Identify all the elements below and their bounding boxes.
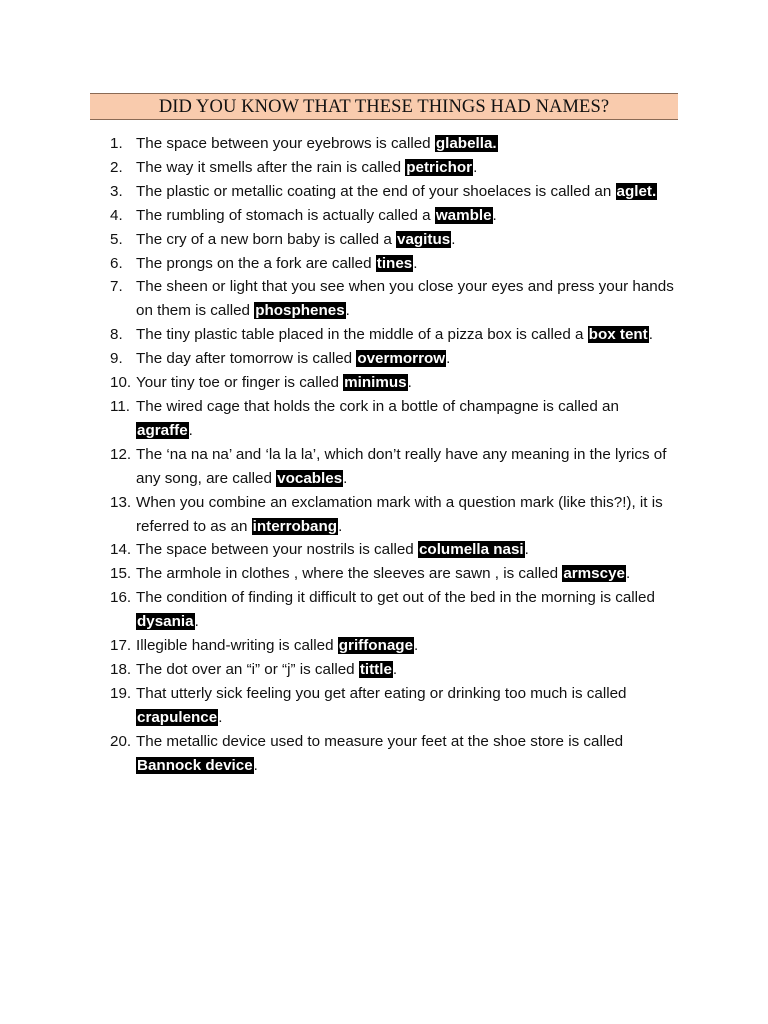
list-item	[110, 228, 680, 252]
item-number: 18.	[110, 660, 132, 678]
item-number: 7.	[110, 278, 123, 296]
item-trailing-text: .	[648, 326, 653, 344]
list-item	[110, 682, 680, 730]
item-number: 12.	[110, 445, 132, 463]
highlighted-term: wamble	[435, 206, 492, 224]
highlighted-term: armscye	[563, 565, 625, 583]
item-text: The sheen or light that you see when you close your eyes and press your hands on them is called	[136, 278, 674, 320]
item-text: The prongs on the a fork are called	[136, 254, 376, 272]
highlighted-term: overmorrow	[357, 350, 446, 368]
highlighted-term: interrobang	[252, 517, 338, 535]
item-number: 19.	[110, 684, 132, 702]
highlighted-term: phosphenes	[255, 302, 345, 320]
item-number: 10.	[110, 374, 132, 392]
item-text: The tiny plastic table placed in the middle of a pizza box is called a	[136, 326, 588, 344]
item-trailing-text: .	[392, 660, 398, 678]
item-number: 14.	[110, 541, 132, 559]
item-trailing-text: .	[194, 613, 199, 631]
list-item	[110, 371, 680, 395]
item-text: That utterly sick feeling you get after eating or drinking too much is called	[136, 684, 627, 702]
highlighted-term: vocables	[277, 469, 343, 487]
list-item	[110, 156, 680, 180]
highlighted-term: Bannock device	[137, 756, 253, 774]
highlighted-term: minimus	[344, 374, 407, 392]
item-trailing-text: .	[492, 206, 497, 224]
item-text: The metallic device used to measure your feet at the shoe store is called	[136, 732, 624, 750]
item-text: The rumbling of stomach is actually called a	[136, 206, 435, 224]
item-number: 4.	[110, 206, 123, 224]
list-item	[110, 491, 680, 539]
list-item	[110, 323, 680, 347]
item-trailing-text: .	[343, 469, 348, 487]
item-text: The day after tomorrow is called	[136, 350, 357, 368]
item-trailing-text: .	[414, 637, 419, 655]
item-number: 17.	[110, 637, 132, 655]
title-banner	[90, 93, 678, 120]
list-item	[110, 275, 680, 323]
item-text: When you combine an exclamation mark with a question mark (like this?!), it is referred to as an	[136, 493, 663, 535]
highlighted-term: glabella.	[435, 135, 497, 152]
item-trailing-text: .	[253, 756, 258, 774]
item-text: The space between your eyebrows is called	[136, 135, 435, 152]
item-number: 9.	[110, 350, 123, 368]
highlighted-term: agraffe	[137, 421, 188, 439]
facts-list	[110, 132, 680, 777]
item-text: The cry of a new born baby is called a	[136, 230, 397, 248]
item-text: The condition of finding it difficult to get out of the bed in the morning is called	[136, 589, 655, 607]
list-item	[110, 180, 680, 204]
list-item	[110, 586, 680, 634]
item-trailing-text: .	[473, 158, 478, 176]
item-trailing-text: .	[625, 565, 631, 583]
item-text: The ‘na na na’ and ‘la la la’, which don’t really have any meaning in the lyrics of any song, are called	[136, 445, 667, 487]
highlighted-term: aglet.	[616, 182, 657, 200]
list-item	[110, 443, 680, 491]
item-number: 8.	[110, 326, 123, 344]
list-item	[110, 658, 680, 682]
highlighted-term: columella nasi	[418, 541, 524, 559]
highlighted-term: tines	[376, 254, 413, 272]
item-trailing-text: .	[446, 350, 451, 368]
highlighted-term: griffonage	[338, 637, 414, 655]
item-text: Illegible hand-writing is called	[136, 637, 338, 655]
highlighted-term: crapulence	[137, 708, 218, 726]
item-text: Your tiny toe or finger is called	[136, 374, 344, 392]
list-item	[110, 538, 680, 562]
list-item	[110, 395, 680, 443]
item-trailing-text: .	[524, 541, 529, 559]
item-number: 5.	[110, 230, 123, 248]
item-number: 15.	[110, 565, 132, 583]
item-number: 11.	[110, 397, 130, 415]
item-number: 2.	[110, 158, 123, 176]
item-number: 3.	[110, 182, 123, 200]
list-item	[110, 132, 680, 156]
item-number: 1.	[110, 135, 123, 152]
list-item	[110, 204, 680, 228]
highlighted-term: petrichor	[406, 158, 473, 176]
item-trailing-text: .	[413, 254, 418, 272]
item-number: 6.	[110, 254, 123, 272]
item-trailing-text: .	[451, 230, 456, 248]
item-trailing-text: .	[407, 374, 412, 392]
page-title: DID YOU KNOW THAT THESE THINGS HAD NAMES?	[158, 97, 610, 117]
item-number: 16.	[110, 589, 132, 607]
list-item	[110, 252, 680, 276]
item-number: 20.	[110, 732, 132, 750]
highlighted-term: tittle	[359, 660, 392, 678]
list-item	[110, 347, 680, 371]
item-text: The space between your nostrils is called	[136, 541, 418, 559]
item-trailing-text: .	[218, 708, 223, 726]
item-number: 13.	[110, 493, 132, 511]
highlighted-term: box tent	[588, 326, 648, 344]
item-trailing-text: .	[338, 517, 343, 535]
item-text: The way it smells after the rain is called	[136, 158, 406, 176]
highlighted-term: vagitus	[397, 230, 451, 248]
list-item	[110, 634, 680, 658]
item-text: The armhole in clothes , where the sleeves are sawn , is called	[136, 565, 563, 583]
highlighted-term: dysania	[137, 613, 194, 631]
item-text: The dot over an “i” or “j” is called	[136, 660, 359, 678]
item-trailing-text: .	[188, 421, 193, 439]
list-item	[110, 730, 680, 778]
list-item	[110, 562, 680, 586]
item-text: The plastic or metallic coating at the end of your shoelaces is called an	[136, 182, 616, 200]
item-text: The wired cage that holds the cork in a bottle of champagne is called an	[136, 397, 619, 415]
item-trailing-text: .	[345, 302, 350, 320]
